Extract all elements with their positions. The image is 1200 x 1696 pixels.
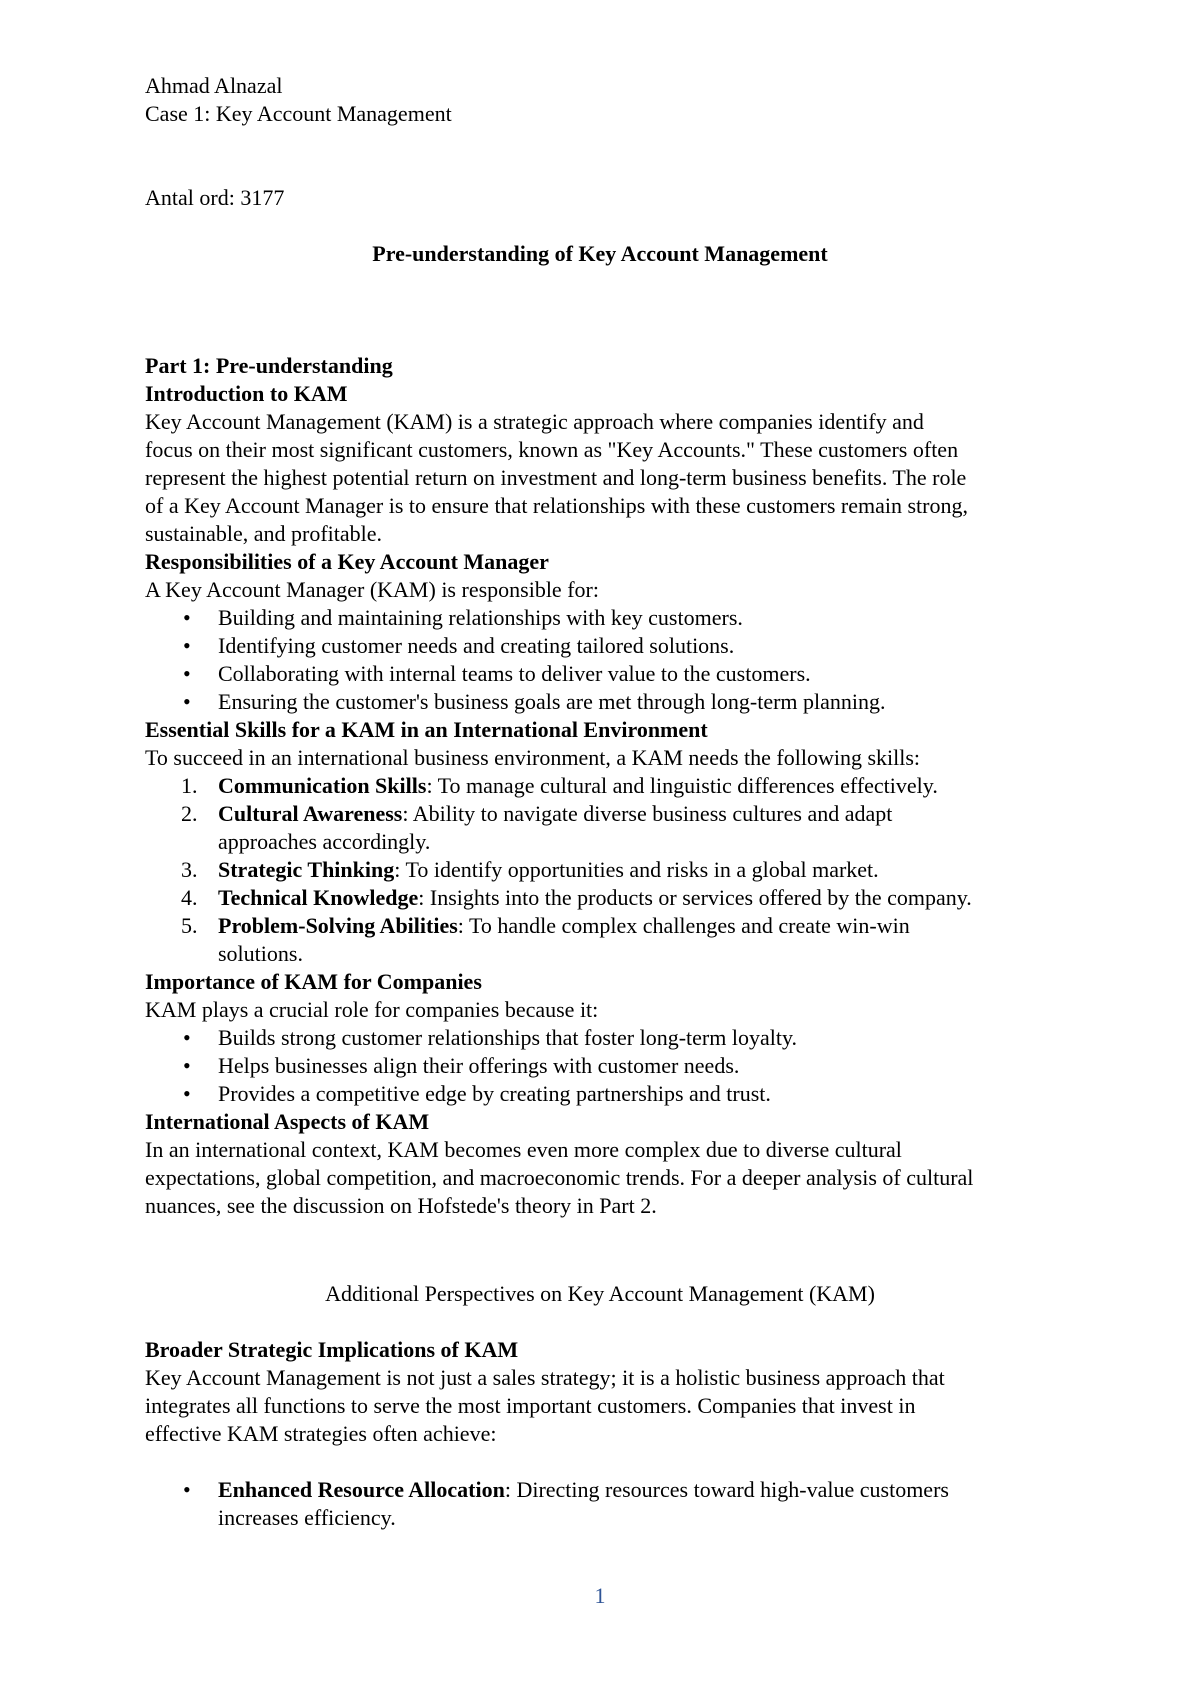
- document-header: [145, 72, 1075, 128]
- international-line: expectations, global competition, and macroeconomic trends. For a deeper analysis of cultural: [145, 1165, 974, 1190]
- list-item: • Ensuring the customer's business goals are met through long-term planning.: [183, 689, 886, 714]
- international-line: In an international context, KAM becomes even more complex due to diverse cultural: [145, 1137, 902, 1162]
- part1-section: [145, 352, 1075, 1220]
- list-item: • Helps businesses align their offerings with customer needs.: [183, 1053, 740, 1078]
- list-item: • Enhanced Resource Allocation: Directing resources toward high-value customers increases efficiency.: [183, 1477, 949, 1530]
- broader-line: integrates all functions to serve the most important customers. Companies that invest in: [145, 1393, 916, 1418]
- skills-lead: To succeed in an international business environment, a KAM needs the following skills:: [145, 745, 921, 770]
- intro-heading: Introduction to KAM: [145, 381, 348, 406]
- bullet-icon: •: [183, 1081, 191, 1106]
- main-title: Pre-understanding of Key Account Management: [372, 241, 828, 266]
- bullet-icon: •: [183, 661, 191, 686]
- list-item: 1. Communication Skills: To manage cultural and linguistic differences effectively.: [181, 773, 938, 798]
- intro-line: focus on their most significant customers, known as "Key Accounts." These customers often: [145, 437, 959, 462]
- skill-term: Cultural Awareness: [218, 801, 403, 826]
- word-count-block: [145, 184, 1075, 212]
- skill-term: Communication Skills: [218, 773, 427, 798]
- page-number: 1: [594, 1583, 606, 1608]
- responsibilities-heading: Responsibilities of a Key Account Manager: [145, 549, 549, 574]
- importance-list: [145, 1024, 1075, 1108]
- skill-term: Technical Knowledge: [218, 885, 419, 910]
- skills-list: [145, 772, 1075, 968]
- list-item: 3. Strategic Thinking: To identify opportunities and risks in a global market.: [181, 857, 879, 882]
- importance-heading: Importance of KAM for Companies: [145, 969, 482, 994]
- author-name: Ahmad Alnazal: [145, 73, 283, 98]
- bullet-icon: •: [183, 605, 191, 630]
- case-title: Case 1: Key Account Management: [145, 101, 452, 126]
- skill-term: Problem-Solving Abilities: [218, 913, 458, 938]
- broader-list: [145, 1476, 1075, 1532]
- list-item: • Collaborating with internal teams to deliver value to the customers.: [183, 661, 811, 686]
- list-number: 1.: [181, 773, 198, 798]
- list-item: 2. Cultural Awareness: Ability to navigate diverse business cultures and adapt approaches accordingly.: [181, 801, 893, 854]
- broader-heading: Broader Strategic Implications of KAM: [145, 1337, 519, 1362]
- list-item: 5. Problem-Solving Abilities: To handle complex challenges and create win-win solutions.: [181, 913, 910, 966]
- list-number: 3.: [181, 857, 198, 882]
- list-item: • Identifying customer needs and creating tailored solutions.: [183, 633, 735, 658]
- bullet-icon: •: [183, 689, 191, 714]
- intro-line: of a Key Account Manager is to ensure that relationships with these customers remain strong,: [145, 493, 968, 518]
- additional-title: Additional Perspectives on Key Account Management (KAM): [325, 1281, 875, 1306]
- broader-line: Key Account Management is not just a sales strategy; it is a holistic business approach that: [145, 1365, 945, 1390]
- benefit-term: Enhanced Resource Allocation: [218, 1477, 505, 1502]
- skills-heading: Essential Skills for a KAM in an International Environment: [145, 717, 708, 742]
- bullet-icon: •: [183, 633, 191, 658]
- word-count: Antal ord: 3177: [145, 185, 285, 210]
- skill-term: Strategic Thinking: [218, 857, 395, 882]
- bullet-icon: •: [183, 1053, 191, 1078]
- international-heading: International Aspects of KAM: [145, 1109, 430, 1134]
- intro-line: represent the highest potential return on investment and long-term business benefits. The role: [145, 465, 967, 490]
- broader-section: [145, 1336, 1075, 1448]
- list-item: • Builds strong customer relationships that foster long-term loyalty.: [183, 1025, 798, 1050]
- list-number: 5.: [181, 913, 198, 938]
- part1-heading: Part 1: Pre-understanding: [145, 353, 393, 378]
- bullet-icon: •: [183, 1477, 191, 1502]
- international-line: nuances, see the discussion on Hofstede's theory in Part 2.: [145, 1193, 657, 1218]
- importance-lead: KAM plays a crucial role for companies because it:: [145, 997, 599, 1022]
- list-number: 4.: [181, 885, 198, 910]
- responsibilities-lead: A Key Account Manager (KAM) is responsible for:: [145, 577, 599, 602]
- list-item: • Building and maintaining relationships with key customers.: [183, 605, 743, 630]
- list-item: • Provides a competitive edge by creating partnerships and trust.: [183, 1081, 771, 1106]
- list-number: 2.: [181, 801, 198, 826]
- bullet-icon: •: [183, 1025, 191, 1050]
- intro-line: Key Account Management (KAM) is a strategic approach where companies identify and: [145, 409, 924, 434]
- broader-line: effective KAM strategies often achieve:: [145, 1421, 497, 1446]
- responsibilities-list: [145, 604, 1075, 716]
- broader-list-block: [145, 1476, 1075, 1532]
- intro-line: sustainable, and profitable.: [145, 521, 383, 546]
- list-item: 4. Technical Knowledge: Insights into the products or services offered by the company.: [181, 885, 972, 910]
